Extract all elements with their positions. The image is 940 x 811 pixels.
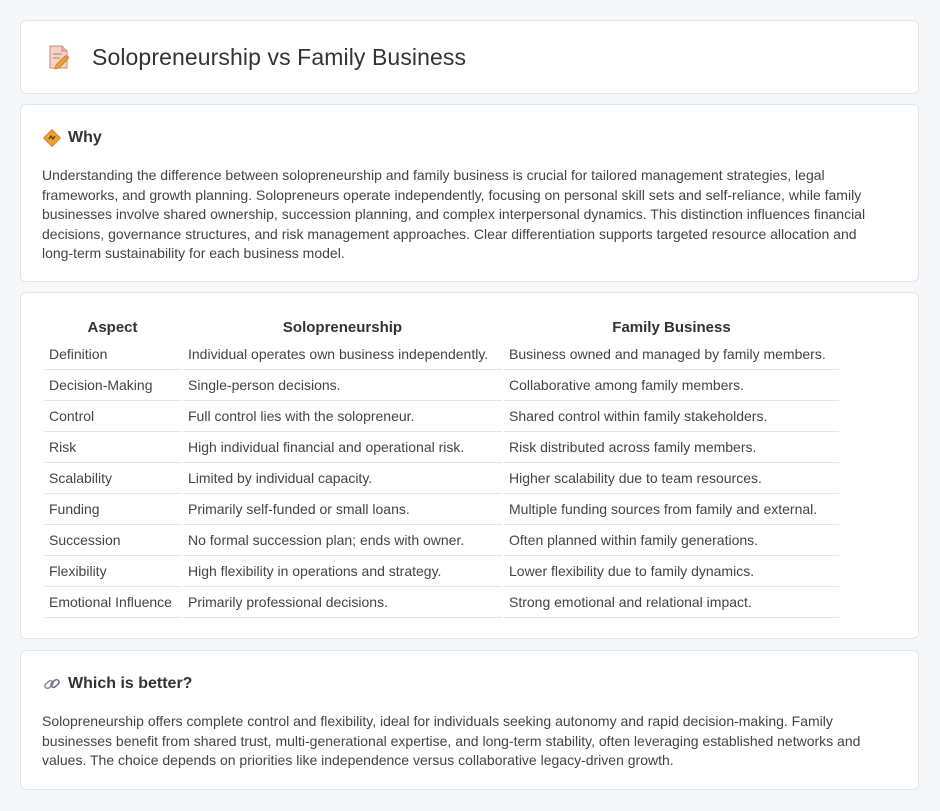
comparison-section (20, 292, 919, 639)
which-is-better-section (20, 650, 919, 790)
family-business-cell: Risk distributed across family members. (504, 432, 839, 463)
table-row (44, 339, 839, 370)
page-title: Solopreneurship vs Family Business (92, 43, 467, 70)
solopreneurship-cell: Primarily professional decisions. (183, 587, 502, 618)
why-heading (43, 129, 102, 147)
table-row (44, 463, 839, 494)
family-business-cell: Shared control within family stakeholders. (504, 401, 839, 432)
family-business-cell: Higher scalability due to team resources. (504, 463, 839, 494)
why-title: Why (68, 129, 102, 146)
aspect-cell: Funding (44, 494, 181, 525)
table-row (44, 556, 839, 587)
header-card (20, 20, 919, 94)
solopreneurship-cell: No formal succession plan; ends with owner. (183, 525, 502, 556)
table-row (44, 401, 839, 432)
family-business-cell: Lower flexibility due to family dynamics. (504, 556, 839, 587)
better-title: Which is better? (68, 675, 193, 692)
solopreneurship-cell: High individual financial and operational risk. (183, 432, 502, 463)
comparison-table (42, 315, 841, 618)
family-business-cell: Often planned within family generations. (504, 525, 839, 556)
solopreneurship-cell: Limited by individual capacity. (183, 463, 502, 494)
aspect-cell: Scalability (44, 463, 181, 494)
aspect-cell: Risk (44, 432, 181, 463)
solopreneurship-cell: Single-person decisions. (183, 370, 502, 401)
table-row (44, 432, 839, 463)
diamond-sign-icon (43, 129, 61, 147)
better-heading (43, 675, 192, 693)
aspect-cell: Decision-Making (44, 370, 181, 401)
solopreneurship-cell: Full control lies with the solopreneur. (183, 401, 502, 432)
why-section (20, 104, 919, 282)
table-row (44, 494, 839, 525)
table-row (44, 587, 839, 618)
why-text: Understanding the difference between solopreneurship and family business is crucial for tailored management strategies, legal frameworks, and growth planning. Solopreneurs operate independently, focusing on personal skill sets and self-reliance, while family businesses involve shared ownership, succession planning, and complex interpersonal dynamics. This distinction influences financial decisions, governance structures, and risk management approaches. Clear differentiation supports targeted resource allocation and long-term sustainability for each business model. (42, 167, 866, 262)
better-text: Solopreneurship offers complete control and flexibility, ideal for individuals seeking autonomy and rapid decision-making. Family businesses benefit from shared trust, multi-generational expertise, and long-term stability, often leveraging established networks and values. The choice depends on priorities like independence versus collaborative legacy-driven growth. (42, 713, 861, 769)
aspect-cell: Succession (44, 525, 181, 556)
solopreneurship-cell: Individual operates own business independently. (183, 339, 502, 370)
aspect-cell: Definition (44, 339, 181, 370)
family-business-cell: Multiple funding sources from family and external. (504, 494, 839, 525)
header-solopreneurship: Solopreneurship (282, 319, 403, 336)
header-aspect: Aspect (87, 319, 138, 336)
table-row (44, 370, 839, 401)
family-business-cell: Strong emotional and relational impact. (504, 587, 839, 618)
family-business-cell: Collaborative among family members. (504, 370, 839, 401)
document-pencil-icon (47, 44, 71, 70)
link-icon (43, 675, 61, 693)
aspect-cell: Control (44, 401, 181, 432)
header-family-business: Family Business (612, 319, 731, 336)
table-row (44, 525, 839, 556)
solopreneurship-cell: High flexibility in operations and strategy. (183, 556, 502, 587)
table-header-row (44, 315, 839, 339)
aspect-cell: Flexibility (44, 556, 181, 587)
aspect-cell: Emotional Influence (44, 587, 181, 618)
solopreneurship-cell: Primarily self-funded or small loans. (183, 494, 502, 525)
family-business-cell: Business owned and managed by family members. (504, 339, 839, 370)
